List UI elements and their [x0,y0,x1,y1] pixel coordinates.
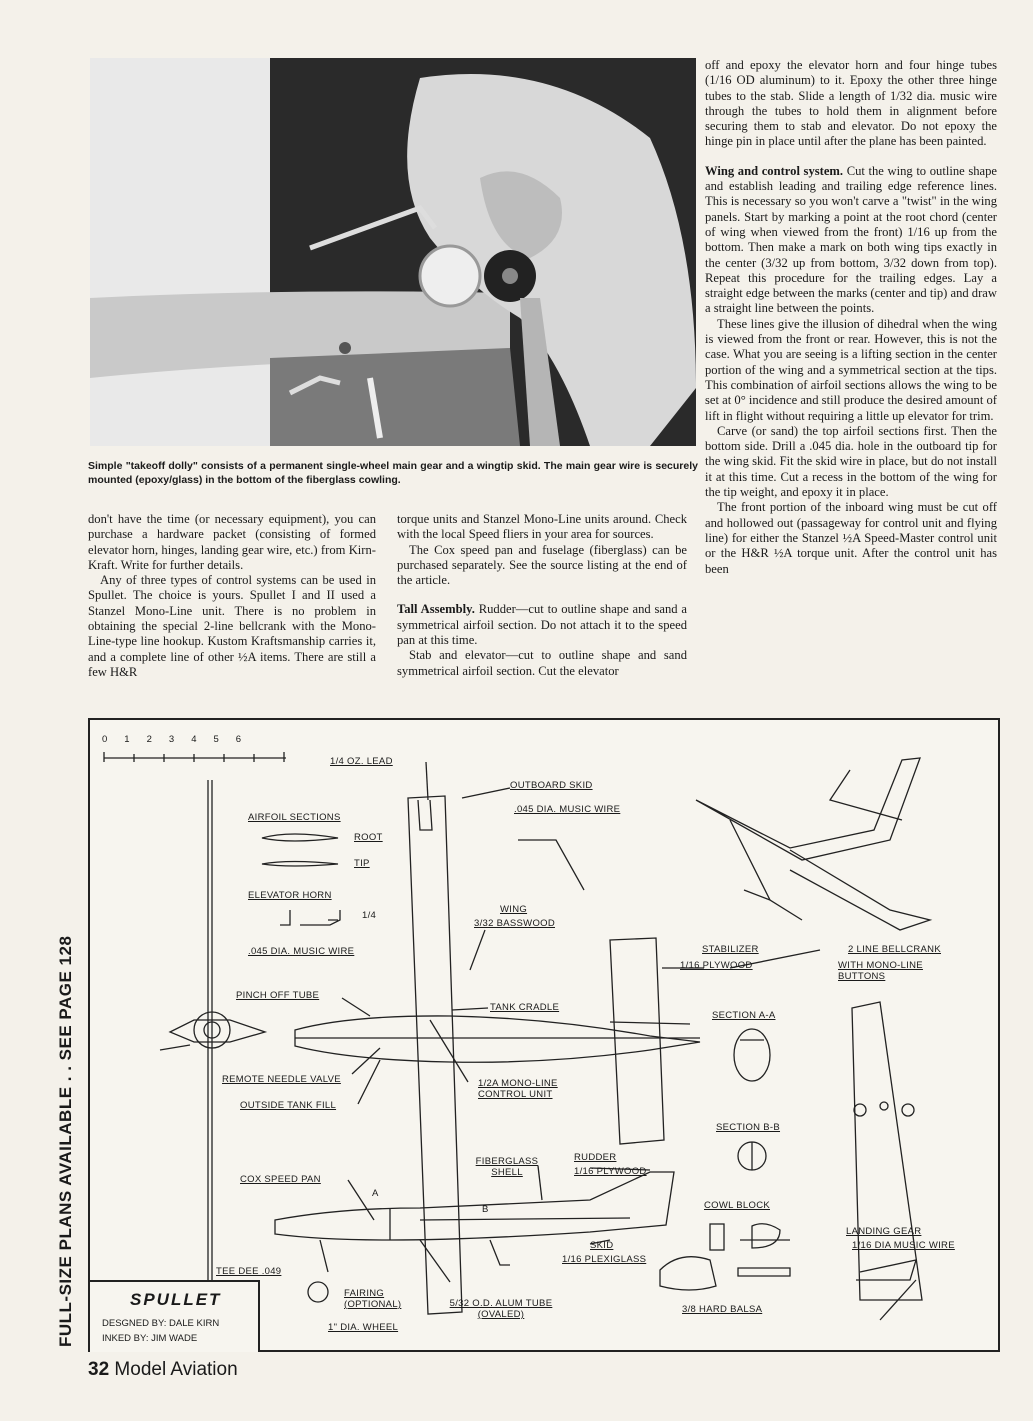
article-column-1 [88,512,376,680]
label-landing-gear-wire: 1/16 DIA MUSIC WIRE [852,1240,955,1251]
paragraph-text: Cut the wing to outline shape and establish leading and trailing edge reference lines. This is necessary so you won't carve a "twist" in the wing panels. Start by marking a point at the root chord (center of wing when viewed from the front) 1/16 up from the bottom. Then make a mark on both wing tips exactly in the center (3/32 up from bottom, 3/32 down from top). Repeat this procedure for the trailing edges. Lay a straight edge between the marks (center and tip) and draw a straight line between the points. [705,163,997,316]
label-tip: TIP [354,858,370,869]
label-section-b: B [482,1204,489,1215]
label-outboard-skid: OUTBOARD SKID [510,780,593,791]
page-footer [88,1359,238,1381]
magazine-name: Model Aviation [114,1359,238,1380]
scale-ticks: 0123456 [102,734,259,745]
label-fiberglass-shell: FIBERGLASS SHELL [475,1156,539,1178]
paragraph-text: Rudder—cut to outline shape and sand a symmetrical airfoil section. Do not attach it to the speed pan at this time. [397,602,688,648]
paragraph: Any of three types of control systems can be used in Spullet. The choice is yours. Spullet I and II used a Stanzel Mono-Line unit. There is no problem in obtaining the special 2-line bellcrank with the Mono-Line-type line hookup. Kustom Kraftsmanship carries it, and a complete line of other ½A items. There are still a few H&R [88,573,376,679]
article-column-3 [705,58,997,577]
label-wheel: 1" DIA. WHEEL [328,1322,399,1333]
label-wing: WING [500,904,528,915]
article-column-2 [397,512,687,679]
label-lead: 1/4 OZ. LEAD [330,756,393,767]
label-outside-tank-fill: OUTSIDE TANK FILL [240,1100,337,1111]
paragraph: off and epoxy the elevator horn and four hinge tubes (1/16 OD aluminum) to it. Epoxy the other three hinge tubes to the stab. Slide a length of 1/32 dia. music wire through the tubes to hold them in alignment before securing them to stab and elevator. Do not epoxy the hinge pin in place until after the plane has been painted. [705,58,997,149]
plans-available-sidebar: FULL-SIZE PLANS AVAILABLE . . SEE PAGE 128 [56,935,75,1347]
title-block [90,1280,260,1352]
label-section-a: A [372,1188,379,1199]
label-stabilizer: STABILIZER [702,944,759,955]
label-elevator-horn: ELEVATOR HORN [248,890,332,901]
plan-title: SPULLET [130,1290,222,1309]
label-skid: SKID [590,1240,614,1251]
label-cox-speed-pan: COX SPEED PAN [240,1174,321,1185]
section-heading: Tall Assembly. [397,602,475,617]
label-mono-line-control: 1/2A MONO-LINE CONTROL UNIT [478,1078,558,1100]
label-rudder: RUDDER [574,1152,617,1163]
paragraph [705,164,997,317]
paragraph: Carve (or sand) the top airfoil sections first. Then the bottom side. Drill a .045 dia. hole in the outboard tip for the wing skid. Fit the skid wire in place, but do not install it at this time. Cut a recess in the bottom of the wing for the tip weight, and epoxy it in place. [705,423,997,500]
photo-caption: Simple "takeoff dolly" consists of a permanent single-wheel main gear and a wingtip skid. The main gear wire is securely mounted (epoxy/glass) in the bottom of the fiberglass cowling. [88,460,698,486]
label-horn-wire: .045 DIA. MUSIC WIRE [248,946,355,957]
label-fairing: FAIRING (OPTIONAL) [344,1288,402,1310]
label-basswood: 3/32 BASSWOOD [474,918,555,929]
label-alum-tube: 5/32 O.D. ALUM TUBE (OVALED) [449,1298,553,1320]
label-plexiglass: 1/16 PLEXIGLASS [562,1254,647,1265]
photo-takeoff-dolly [90,58,696,446]
label-landing-gear: LANDING GEAR [846,1226,922,1237]
plan-drawing [88,718,1000,1352]
label-mono-line-buttons: WITH MONO-LINE BUTTONS [838,960,923,982]
page-number: 32 [88,1359,110,1380]
label-tank-cradle: TANK CRADLE [490,1002,560,1013]
label-cowl-block: COWL BLOCK [704,1200,770,1211]
label-airfoil-sections: AIRFOIL SECTIONS [248,812,341,823]
paragraph [397,602,687,648]
label-root: ROOT [354,832,383,843]
paragraph: The Cox speed pan and fuselage (fiberglass) can be purchased separately. See the source listing at the end of the article. [397,542,687,588]
label-quarter: 1/4 [362,910,377,921]
paragraph: The front portion of the inboard wing must be cut off and hollowed out (passageway for control unit and flying line) for either the Stanzel ½A Speed-Master control unit or the H&R ½A torque unit. After the control unit has been [705,500,997,576]
label-rudder-plywood: 1/16 PLYWOOD [574,1166,647,1177]
inked-by: INKED BY: JIM WADE [102,1333,198,1344]
label-pinch-off-tube: PINCH OFF TUBE [236,990,320,1001]
designed-by: DESGNED BY: DALE KIRN [102,1318,220,1329]
paragraph: These lines give the illusion of dihedral when the wing is viewed from the front or rear. However, this is not the case. What you are seeing is a lifting section in the center portion of the wing and a symmetrical section at the tips. This combination of airfoil sections allows the wing to be set at 0° incidence and still produce the desired amount of lift in flight without requiring a little up elevator for trim. [705,316,997,423]
label-tee-dee: TEE DEE .049 [216,1266,282,1277]
label-remote-needle-valve: REMOTE NEEDLE VALVE [222,1074,341,1085]
label-music-wire: .045 DIA. MUSIC WIRE [514,804,621,815]
section-heading: Wing and control system. [705,163,844,178]
label-plywood: 1/16 PLYWOOD [680,960,753,971]
paragraph: don't have the time (or necessary equipment), you can purchase a hardware packet (consisting of formed elevator horn, hinges, landing gear wire, etc.) from Kirn-Kraft. Write for further details. [88,512,376,572]
label-hard-balsa: 3/8 HARD BALSA [682,1304,763,1315]
paragraph: Stab and elevator—cut to outline shape and sand symmetrical airfoil section. Cut the elevator [397,648,687,678]
label-section-bb: SECTION B-B [716,1122,781,1133]
photo-illustration [90,58,696,446]
paragraph: torque units and Stanzel Mono-Line units around. Check with the local Speed fliers in your area for sources. [397,512,687,542]
label-bellcrank: 2 LINE BELLCRANK [848,944,941,955]
label-section-aa: SECTION A-A [712,1010,776,1021]
